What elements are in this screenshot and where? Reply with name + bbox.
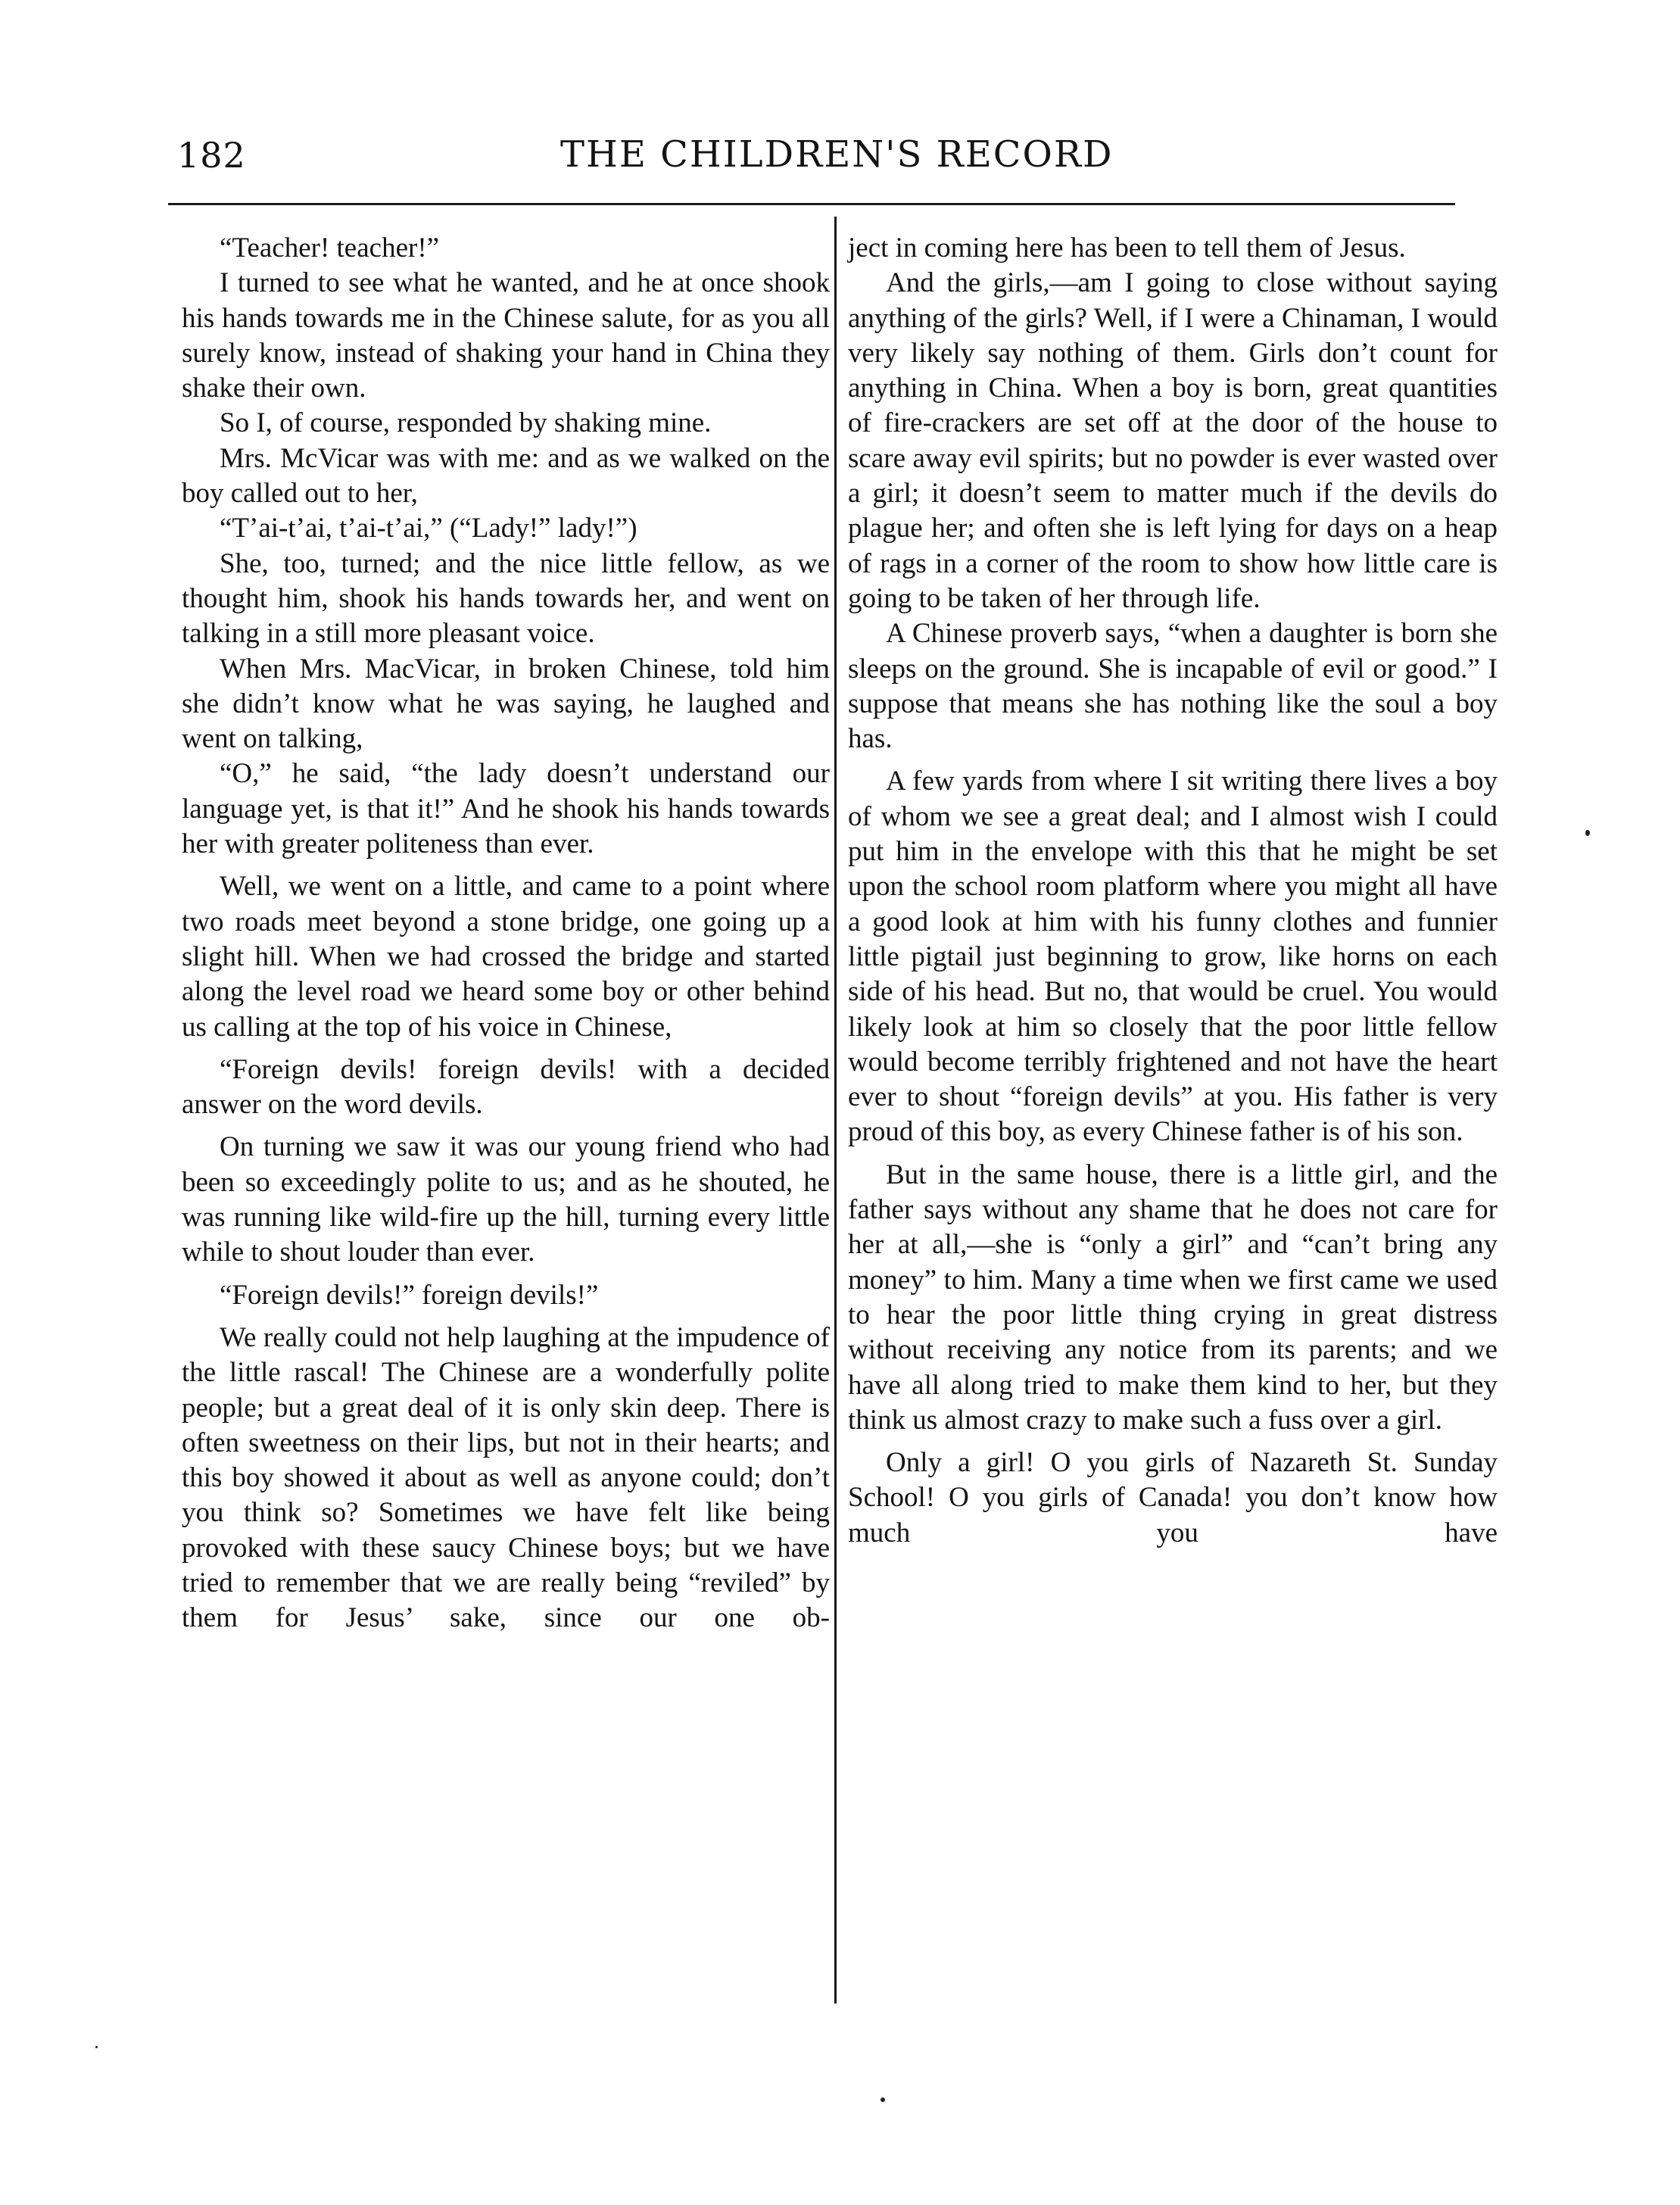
paragraph: We really could not help laughing at the impudence of the little rascal! The Chinese are a wonderfully polite people; but a great deal of it is only skin deep. There is often sweetness on their lips, but not in their hearts; and this boy showed it about as well as anyone could; don’t you think so? Sometimes we have felt like being provoked with these saucy Chinese boys; but we have tried to remember that we are really being “reviled” by them for Jesus’ sake, since our one ob- (182, 1321, 830, 1634)
right-column (848, 231, 1498, 1551)
page-number: 182 (177, 135, 246, 176)
paragraph: Only a girl! O you girls of Nazareth St. Sunday School! O you girls of Canada! you don’t know how much you have (848, 1447, 1498, 1548)
paragraph: “T’ai-t’ai, t’ai-t’ai,” (“Lady!” lady!”) (220, 513, 637, 544)
left-column (182, 231, 830, 1636)
print-speck (1585, 830, 1590, 836)
paragraph: Well, we went on a little, and came to a point where two roads meet beyond a stone bridge, one going up a slight hill. When we had crossed the bridge and started along the level road we heard some boy or other behind us calling at the top of his voice in Chinese, (182, 871, 830, 1043)
paragraph: “Foreign devils!” foreign devils!” (220, 1279, 599, 1311)
print-speck (881, 2097, 885, 2102)
paragraph: ject in coming here has been to tell them of Jesus. (848, 232, 1406, 264)
running-head-title: THE CHILDREN'S RECORD (560, 133, 1114, 176)
paragraph: I turned to see what he wanted, and he at once shook his hands towards me in the Chinese salute, for as you all surely know, instead of shaking your hand in China they shake their own. (182, 267, 830, 404)
paragraph: A Chinese proverb says, “when a daughter is born she sleeps on the ground. She is incapable of evil or good.” I suppose that means she has nothing like the soul a boy has. (848, 618, 1498, 755)
paragraph: Mrs. McVicar was with me: and as we walked on the boy called out to her, (182, 442, 830, 510)
paragraph: “O,” he said, “the lady doesn’t understand our language yet, is that it!” And he shook his hands towards her with greater politeness than ever. (182, 758, 830, 860)
paragraph: A few yards from where I sit writing there lives a boy of whom we see a great deal; and I almost wish I could put him in the envelope with this that he might be set upon the school room platform where you might all have a good look at him with his funny clothes and funnier little pigtail just beginning to grow, like horns on each side of his head. But no, that would be cruel. You would likely look at him so closely that the poor little fellow would become terribly frightened and not have the heart ever to shout “foreign devils” at you. His father is very proud of this boy, as every Chinese father is of his son. (848, 766, 1498, 1148)
paragraph: “Teacher! teacher!” (220, 232, 440, 264)
paragraph: On turning we saw it was our young friend who had been so exceedingly polite to us; and as he shouted, he was running like wild-fire up the hill, turning every little while to shout louder than ever. (182, 1131, 830, 1268)
paragraph: And the girls,—am I going to close without saying anything of the girls? Well, if I were a Chinaman, I would very likely say nothing of them. Girls don’t count for anything in China. When a boy is born, great quantities of fire-crackers are set off at the door of the house to scare away evil spirits; but no powder is ever wasted over a girl; it doesn’t seem to matter much if the devils do plague her; and often she is left lying for days on a heap of rags in a corner of the room to show how little care is going to be taken of her through life. (848, 267, 1498, 614)
paragraph: So I, of course, responded by shaking mine. (220, 407, 712, 439)
paragraph: “Foreign devils! foreign devils! with a decided answer on the word devils. (182, 1053, 830, 1121)
paragraph: When Mrs. MacVicar, in broken Chinese, told him she didn’t know what he was saying, he laughed and went on talking, (182, 653, 830, 755)
print-speck (95, 2046, 98, 2048)
column-divider (834, 217, 837, 2004)
paragraph: She, too, turned; and the nice little fellow, as we thought him, shook his hands towards her, and went on talking in a still more pleasant voice. (182, 547, 830, 650)
header-rule (168, 203, 1455, 205)
paragraph: But in the same house, there is a little girl, and the father says without any shame that he does not care for her at all,—she is “only a girl” and “can’t bring any money” to him. Many a time when we first came we used to hear the poor little thing crying in great distress without receiving any notice from its parents; and we have all along tried to make them kind to her, but they think us almost crazy to make such a fuss over a girl. (848, 1159, 1498, 1436)
